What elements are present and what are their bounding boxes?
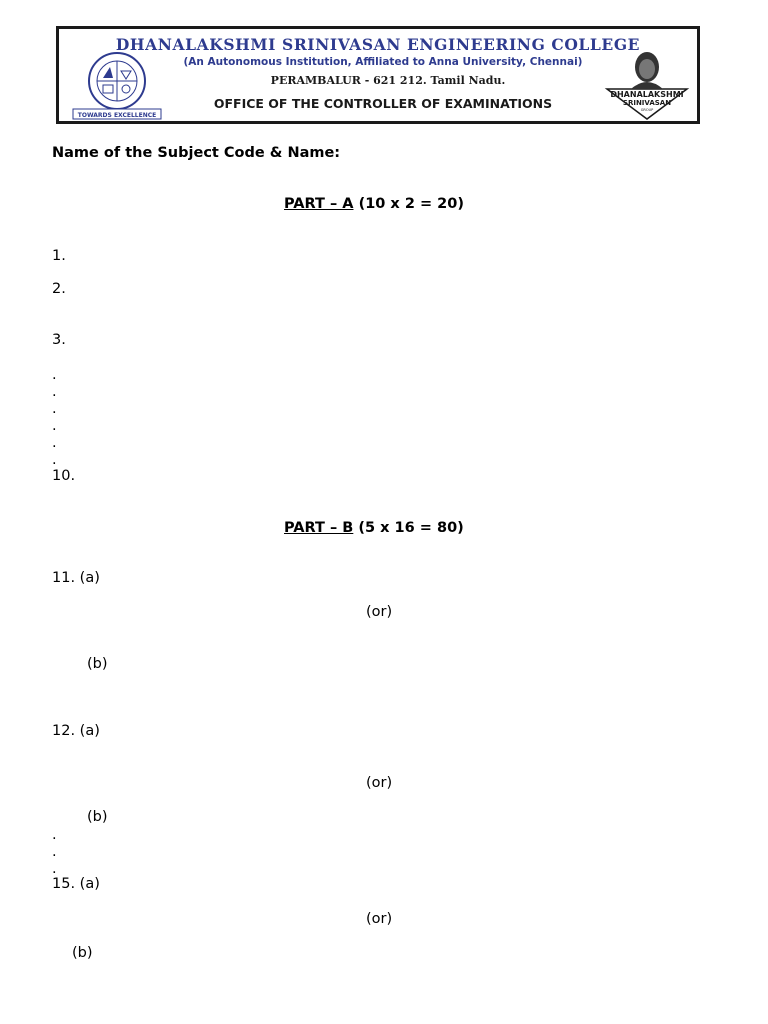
or-separator: (or) xyxy=(366,911,393,927)
question-number: 1. xyxy=(52,248,66,264)
ellipsis-dot: . xyxy=(52,861,57,877)
or-separator: (or) xyxy=(366,775,393,791)
logo-text-line1: DHANALAKSHMI xyxy=(610,90,684,99)
emblem-banner-text: TOWARDS EXCELLENCE xyxy=(77,112,157,119)
question-number: 15. (a) xyxy=(52,876,100,892)
part-a-marks: (10 x 2 = 20) xyxy=(358,196,464,212)
logo-text-line3: GROUP xyxy=(640,108,654,112)
part-a-title: PART – A xyxy=(284,196,354,212)
question-option: (b) xyxy=(87,656,108,672)
ellipsis-dot: . xyxy=(52,435,57,451)
ellipsis-dot: . xyxy=(52,401,57,417)
question-option: (b) xyxy=(72,945,93,961)
ellipsis-dot: . xyxy=(52,844,57,860)
question-number: 10. xyxy=(52,468,76,484)
question-number: 3. xyxy=(52,332,66,348)
college-name: DHANALAKSHMI SRINIVASAN ENGINEERING COLLEGE xyxy=(115,35,641,54)
part-a-heading xyxy=(284,197,464,212)
college-header xyxy=(56,26,700,124)
ellipsis-dot: . xyxy=(52,384,57,400)
ellipsis-dot: . xyxy=(52,452,57,468)
question-option: (b) xyxy=(87,809,108,825)
subject-label: Name of the Subject Code & Name: xyxy=(52,145,341,161)
logo-text-line2: SRINIVASAN xyxy=(622,99,672,107)
group-logo-icon xyxy=(599,49,695,121)
ellipsis-dot: . xyxy=(52,827,57,843)
question-number: 11. (a) xyxy=(52,570,100,586)
ellipsis-dot: . xyxy=(52,418,57,434)
office-title: OFFICE OF THE CONTROLLER OF EXAMINATIONS xyxy=(213,96,553,111)
question-number: 12. (a) xyxy=(52,723,100,739)
or-separator: (or) xyxy=(366,604,393,620)
college-address: PERAMBALUR - 621 212. Tamil Nadu. xyxy=(270,74,506,87)
college-affiliation: (An Autonomous Institution, Affiliated to Anna University, Chennai) xyxy=(183,56,583,68)
part-b-heading xyxy=(284,521,464,536)
question-number: 2. xyxy=(52,281,66,297)
part-b-marks: (5 x 16 = 80) xyxy=(358,520,464,536)
part-b-title: PART – B xyxy=(284,520,354,536)
ellipsis-dot: . xyxy=(52,367,57,383)
